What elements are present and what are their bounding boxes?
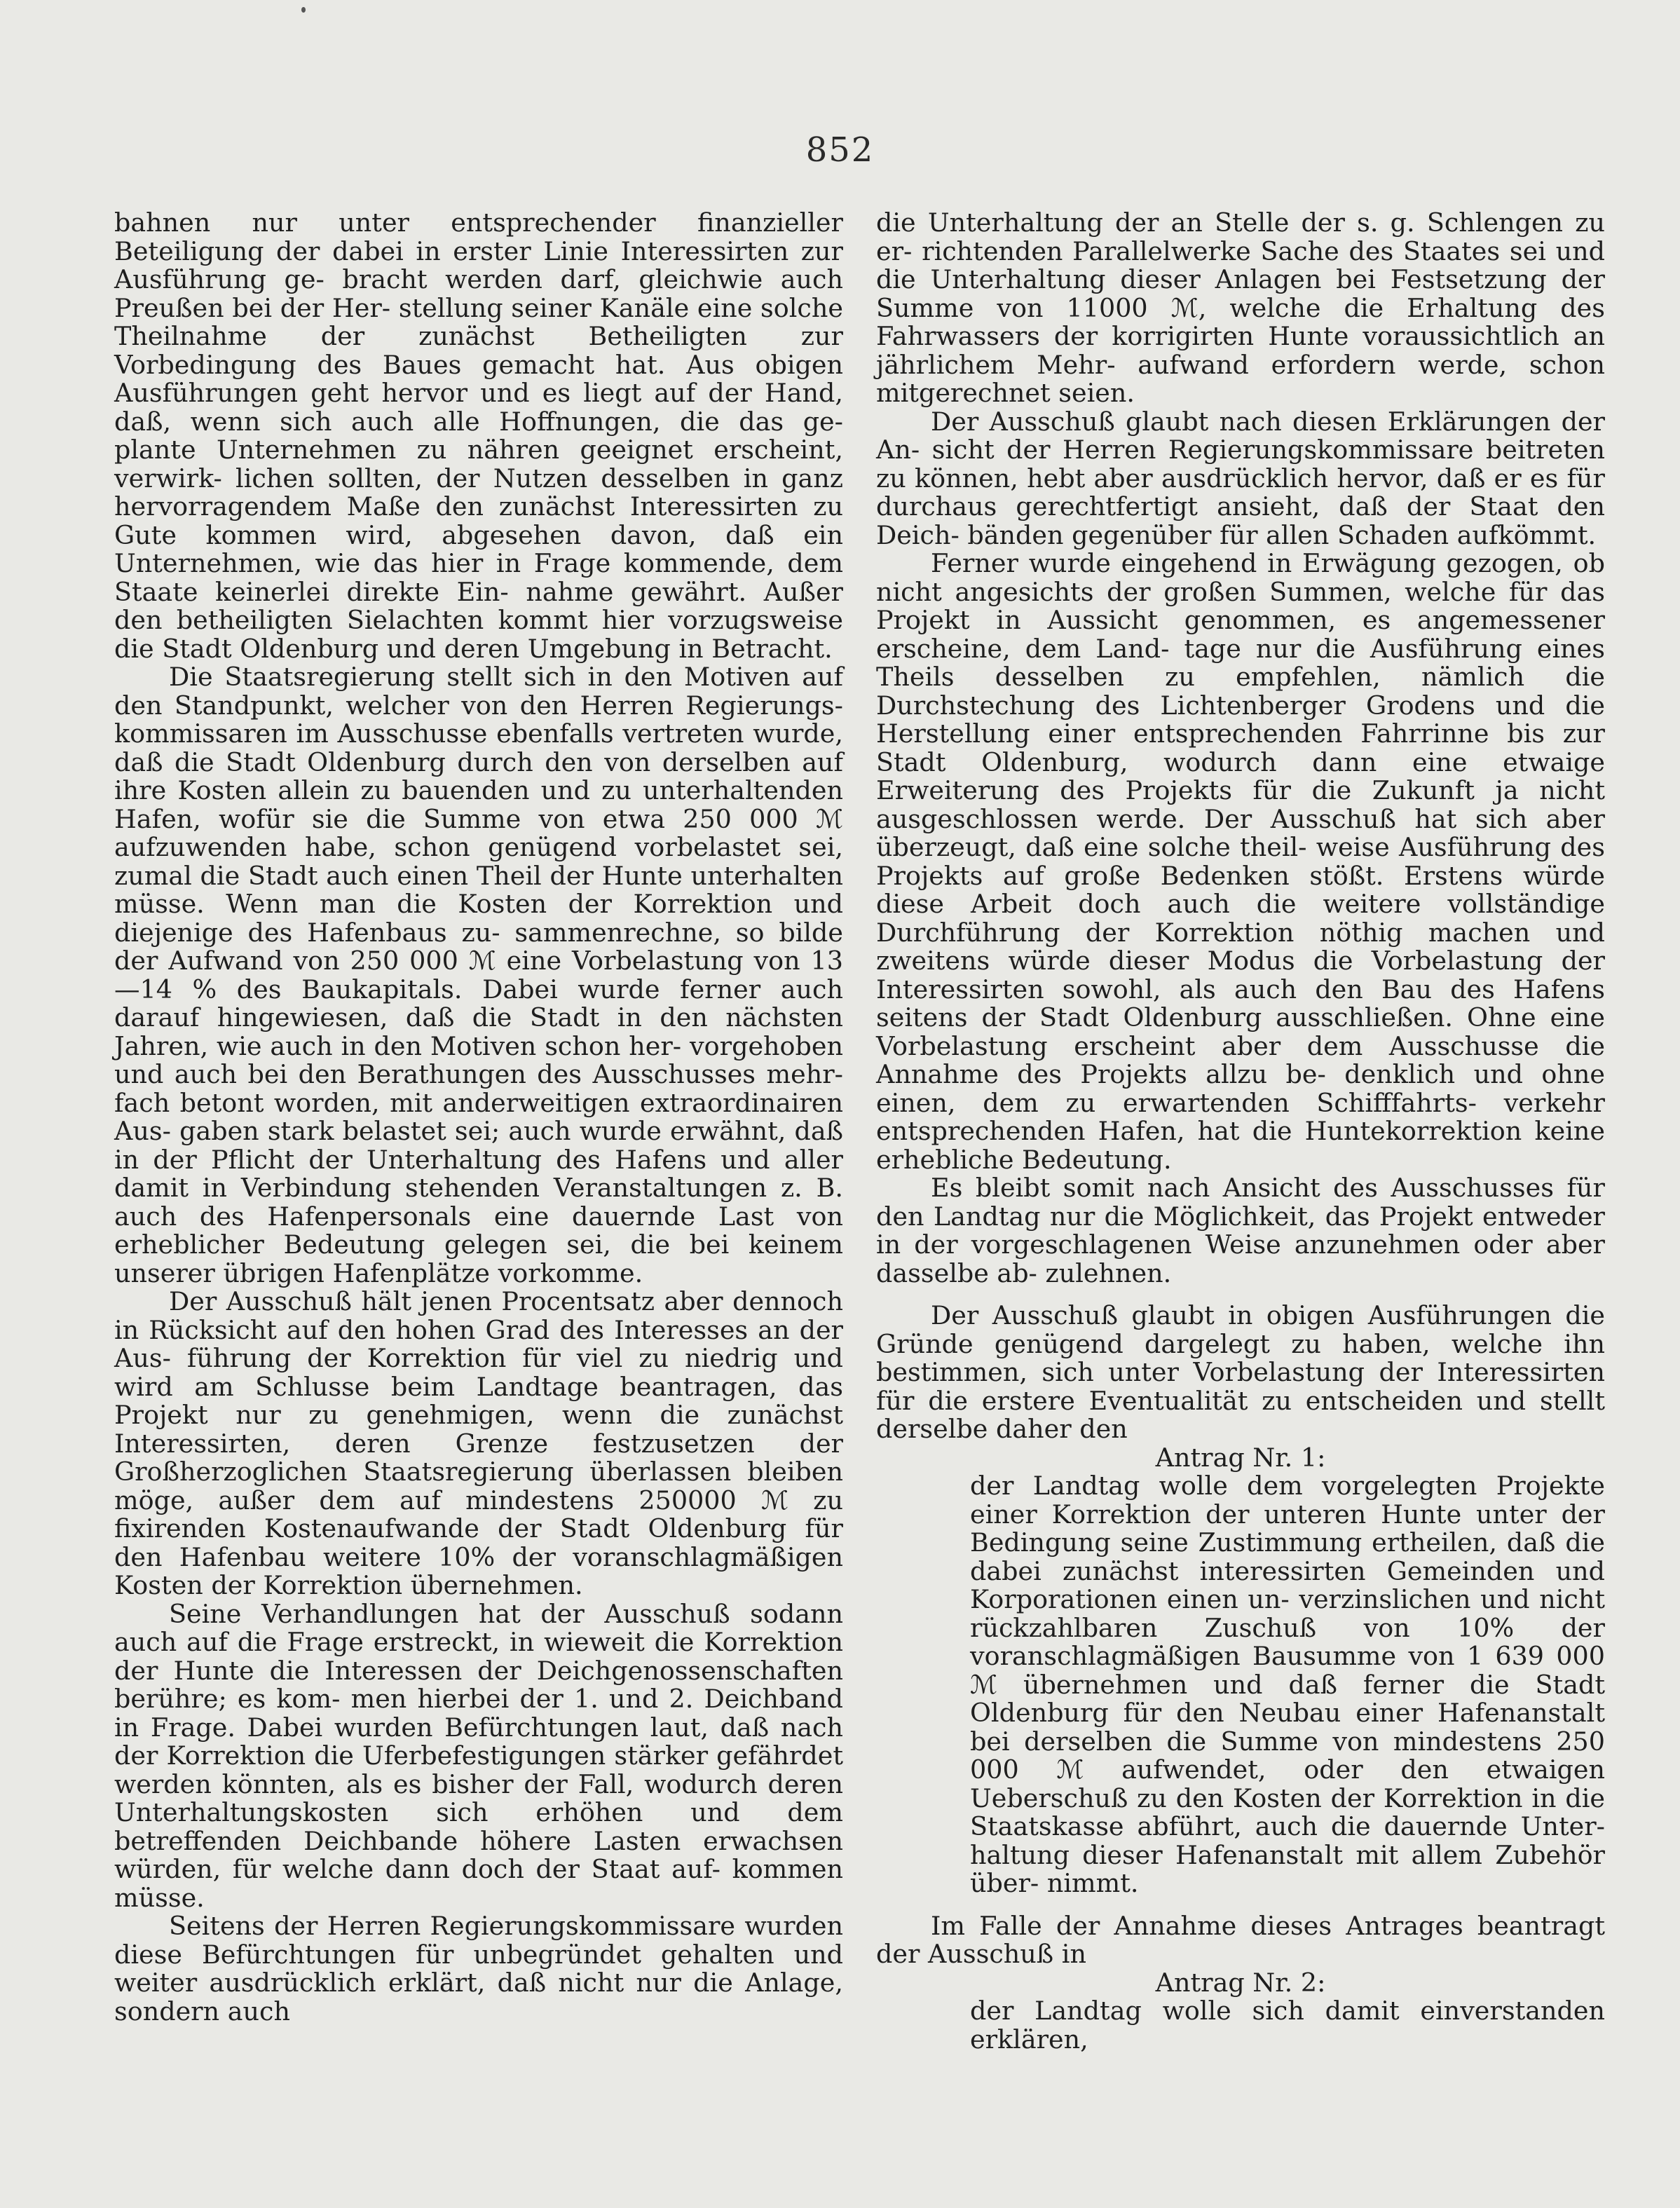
right-column: [876, 209, 1605, 2054]
right-paragraph-2: Der Ausschuß glaubt nach diesen Erklärungen der An- sicht der Herren Regierungskommissare beitreten zu können, hebt aber ausdrücklich hervor, daß er es für durchaus gerechtfertigt ansieht, daß der Staat den Deich- bänden gegenüber für allen Schaden aufkömmt.: [876, 406, 1605, 550]
antrag-2-text: der Landtag wolle sich damit einverstanden erklären,: [970, 1996, 1605, 2054]
left-paragraph-3: Der Ausschuß hält jenen Procentsatz aber dennoch in Rücksicht auf den hohen Grad des Interesses an der Aus- führung der Korrektion für viel zu niedrig und wird am Schlusse beim Landtage beantragen, das Projekt nur zu genehmigen, wenn die zunächst Interessirten, deren Grenze festzusetzen der Großherzoglichen Staatsregierung überlassen bleiben möge, außer dem auf mindestens 250000 ℳ zu fixirenden Kostenaufwande der Stadt Oldenburg für den Hafenbau weitere 10% der voranschlagmäßigen Kosten der Korrektion übernehmen.: [114, 1286, 843, 1600]
right-paragraph-5: Der Ausschuß glaubt in obigen Ausführungen die Gründe genügend dargelegt zu haben, welche ihn bestimmen, sich unter Vorbelastung der Interessirten für die erstere Eventualität zu entscheiden und stellt derselbe daher den: [876, 1300, 1605, 1444]
right-paragraph-3: Ferner wurde eingehend in Erwägung gezogen, ob nicht angesichts der großen Summen, welche für das Projekt in Aussicht genommen, es angemessener erscheine, dem Land- tage nur die Ausführung eines Theils desselben zu empfehlen, nämlich die Durchstechung des Lichtenberger Grodens und die Herstellung einer entsprechenden Fahrrinne bis zur Stadt Oldenburg, wodurch dann eine etwaige Erweiterung des Projekts für die Zukunft ja nicht ausgeschlossen werde. Der Ausschuß hat sich aber überzeugt, daß eine solche theil- weise Ausführung des Projekts auf große Bedenken stößt. Erstens würde diese Arbeit doch auch die weitere vollständige Durchführung der Korrektion nöthig machen und zweitens würde dieser Modus die Vorbelastung der Interessirten sowohl, als auch den Bau des Hafens seitens der Stadt Oldenburg ausschließen. Ohne eine Vorbelastung erscheint aber dem Ausschusse die Annahme des Projekts allzu be- denklich und ohne einen, dem zu erwartenden Schifffahrts- verkehr entsprechenden Hafen, hat die Huntekorrektion keine erhebliche Bedeutung.: [876, 548, 1605, 1175]
ink-speck: [301, 7, 306, 13]
left-paragraph-5: Seitens der Herren Regierungskommissare wurden diese Befürchtungen für unbegründet gehalten und weiter ausdrücklich erklärt, daß nicht nur die Anlage, sondern auch: [114, 1911, 843, 2026]
right-paragraph-4: Es bleibt somit nach Ansicht des Ausschusses für den Landtag nur die Möglichkeit, das Projekt entweder in der vorgeschlagenen Weise anzunehmen oder aber dasselbe ab- zulehnen.: [876, 1173, 1605, 1288]
antrag-1-heading: Antrag Nr. 1:: [1155, 1442, 1326, 1473]
page-number: 852: [805, 130, 875, 170]
left-paragraph-1: bahnen nur unter entsprechender finanzieller Beteiligung der dabei in erster Linie Interessirten zur Ausführung ge- bracht werden darf, gleichwie auch Preußen bei der Her- stellung seiner Kanäle eine solche Theilnahme der zunächst Betheiligten zur Vorbedingung des Baues gemacht hat. Aus obigen Ausführungen geht hervor und es liegt auf der Hand, daß, wenn sich auch alle Hoffnungen, die das ge- plante Unternehmen zu nähren geeignet erscheint, verwirk- lichen sollten, der Nutzen desselben in ganz hervorragendem Maße den zunächst Interessirten zu Gute kommen wird, abgesehen davon, daß ein Unternehmen, wie das hier in Frage kommende, dem Staate keinerlei direkte Ein- nahme gewährt. Außer den betheiligten Sielachten kommt hier vorzugsweise die Stadt Oldenburg und deren Umgebung in Betracht.: [114, 207, 843, 664]
left-paragraph-2: Die Staatsregierung stellt sich in den Motiven auf den Standpunkt, welcher von den Herren Regierungs- kommissaren im Ausschusse ebenfalls vertreten wurde, daß die Stadt Oldenburg durch den von derselben auf ihre Kosten allein zu bauenden und zu unterhaltenden Hafen, wofür sie die Summe von etwa 250 000 ℳ aufzuwenden habe, schon genügend vorbelastet sei, zumal die Stadt auch einen Theil der Hunte unterhalten müsse. Wenn man die Kosten der Korrektion und diejenige des Hafenbaus zu- sammenrechne, so bilde der Aufwand von 250 000 ℳ eine Vorbelastung von 13—14 % des Baukapitals. Dabei wurde ferner auch darauf hingewiesen, daß die Stadt in den nächsten Jahren, wie auch in den Motiven schon her- vorgehoben und auch bei den Berathungen des Ausschusses mehr- fach betont worden, mit anderweitigen extraordinairen Aus- gaben stark belastet sei; auch wurde erwähnt, daß in der Pflicht der Unterhaltung des Hafens und aller damit in Verbindung stehenden Veranstaltungen z. B. auch des Hafenpersonals eine dauernde Last von erheblicher Bedeutung gelegen sei, die bei keinem unserer übrigen Hafenplätze vorkomme.: [114, 662, 843, 1288]
antrag-2-heading: Antrag Nr. 2:: [1155, 1967, 1326, 1998]
antrag-1-text: der Landtag wolle dem vorgelegten Projekte einer Korrektion der unteren Hunte unter der Bedingung seine Zustimmung ertheilen, daß die dabei zunächst interessirten Gemeinden und Korporationen einen un- verzinslichen und nicht rückzahlbaren Zuschuß von 10% der voranschlagmäßigen Bausumme von 1 639 000 ℳ übernehmen und daß ferner die Stadt Oldenburg für den Neubau einer Hafenanstalt bei derselben die Summe von mindestens 250 000 ℳ aufwendet, oder den etwaigen Ueberschuß zu den Kosten der Korrektion in die Staatskasse abführt, auch die dauernde Unter- haltung dieser Hafenanstalt mit allem Zubehör über- nimmt.: [970, 1471, 1605, 1898]
after-antrag-1-text: Im Falle der Annahme dieses Antrages beantragt der Ausschuß in: [876, 1910, 1605, 1969]
left-paragraph-4: Seine Verhandlungen hat der Ausschuß sodann auch auf die Frage erstreckt, in wieweit die Korrektion der Hunte die Interessen der Deichgenossenschaften berühre; es kom- men hierbei der 1. und 2. Deichband in Frage. Dabei wurden Befürchtungen laut, daß nach der Korrektion die Uferbefestigungen stärker gefährdet werden könnten, als es bisher der Fall, wodurch deren Unterhaltungskosten sich erhöhen und dem betreffenden Deichbande höhere Lasten erwachsen würden, für welche dann doch der Staat auf- kommen müsse.: [114, 1598, 843, 1913]
right-paragraph-1: die Unterhaltung der an Stelle der s. g. Schlengen zu er- richtenden Parallelwerke Sache des Staates sei und die Unterhaltung dieser Anlagen bei Festsetzung der Summe von 11000 ℳ, welche die Erhaltung des Fahrwassers der korrigirten Hunte voraussichtlich an jährlichem Mehr- aufwand erfordern werde, schon mitgerechnet seien.: [876, 207, 1605, 408]
left-column: [114, 209, 843, 2026]
